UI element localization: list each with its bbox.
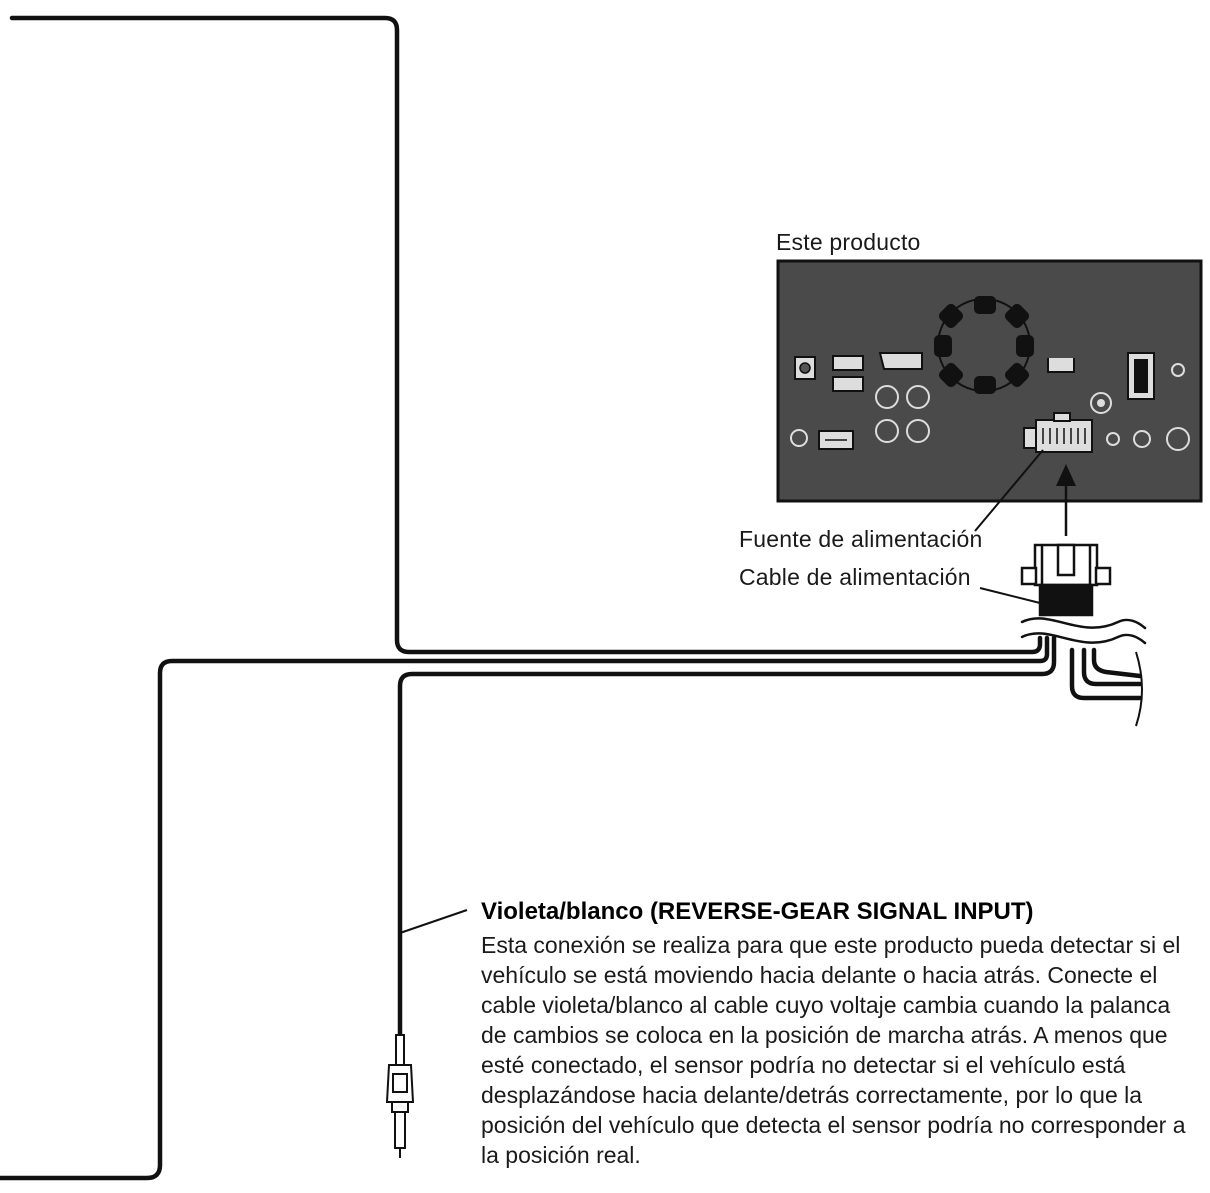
power-plug: [1022, 545, 1110, 615]
product-rear-panel: [778, 261, 1201, 501]
expansion-port: [819, 431, 853, 449]
power-source-label: Fuente de alimentación: [739, 526, 983, 552]
hdmi-port: [880, 353, 922, 369]
wire-break-marks: [1136, 652, 1142, 726]
screw-hole: [1172, 364, 1184, 376]
aux-jack: [791, 430, 807, 446]
small-port: [1048, 358, 1074, 372]
power-cable-label: Cable de alimentación: [739, 564, 971, 590]
antenna-port: [795, 357, 815, 379]
wire-description: [481, 898, 1201, 1170]
wire-description-body: Esta conexión se realiza para que este producto pueda detectar si el vehículo se está moviendo hacia delante o hacia atrás. Conecte el cable violeta/blanco al cable cuyo voltaje cambia cuando la palanca de cambios se coloca en la posición de marcha atrás. A menos que esté conectado, el sensor podría no detectar si el vehículo está desplazándose hacia delante/detrás correctamente, por lo que la posición del vehículo que detecta el sensor podría no corresponder a la posición real.: [481, 932, 1186, 1168]
product-label: Este producto: [776, 229, 921, 255]
multi-pin-connector: [1128, 353, 1154, 399]
wire-terminal-connector: [387, 1035, 413, 1158]
ground-post: [1091, 393, 1111, 413]
wire-description-title: Violeta/blanco (REVERSE-GEAR SIGNAL INPUT): [481, 898, 1034, 925]
leader-lines: [400, 450, 1043, 933]
